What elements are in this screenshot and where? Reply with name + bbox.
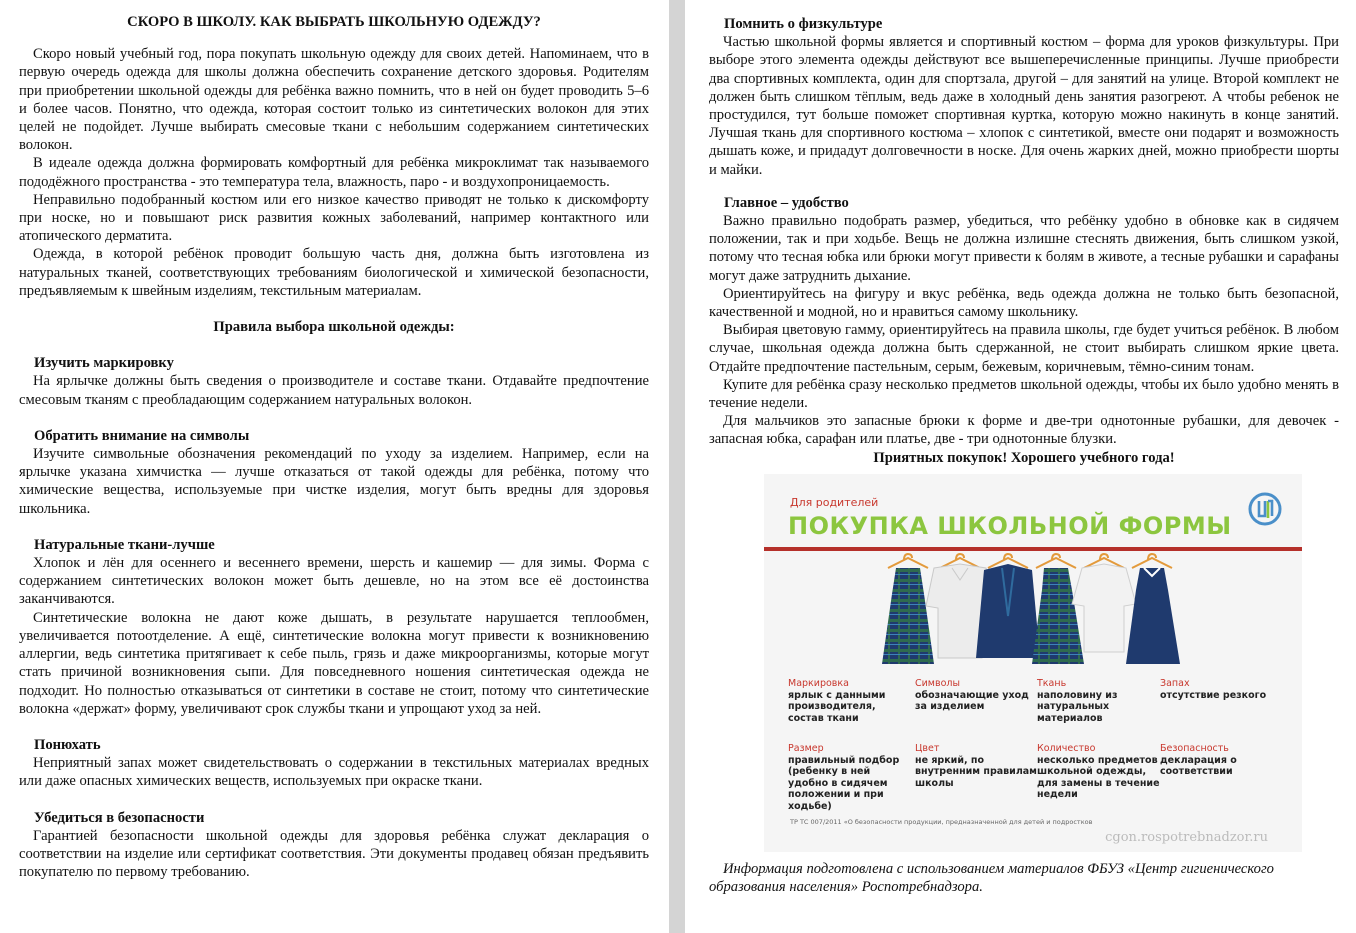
section-paragraph: Для мальчиков это запасные брюки к форме и две-три однотонные рубашки, для девочек - запасная юбка, сарафан или платье, две - три однотонные блузки. (709, 413, 1339, 448)
intro-paragraph: В идеале одежда должна формировать комфортный для ребёнка микроклимат так называемого пододёжного пространства - это температура тела, влажность, паро - и воздухопроницаемость. (19, 155, 649, 190)
infographic-item: Размер правильный подбор (ребенку в ней удобно в сидячем положении и при ходьбе) (788, 742, 900, 812)
infographic-item: Символы обозначающие уход за изделием (915, 677, 1029, 713)
infographic-item: Количество несколько предметов школьной одежды, для замены в течение недели (1037, 742, 1160, 801)
section-heading: Натуральные ткани-лучше (34, 536, 215, 553)
section-heading: Изучить маркировку (34, 355, 174, 372)
section-paragraph: Хлопок и лён для осеннего и весеннего времени, шерсть и кашемир — для зимы. Форма с содержанием синтетических волокон может быть дешевле, но на этом все её достоинства заканчиваются. (19, 555, 649, 608)
right-page (685, 0, 1356, 933)
section-heading: Понюхать (34, 736, 101, 753)
rospotrebnadzor-logo-icon (1248, 492, 1282, 526)
infographic-item: Маркировка ярлык с данными производителя, состав ткани (788, 677, 886, 724)
section-paragraph: Изучите символьные обозначения рекомендаций по уходу за изделием. Например, если на ярлычке указана химчистка — лучше отказаться от такой одежды для ребёнка, потому что химические вещества, используемые при чистке изделия, могут быть вредны для здоровья школьника. (19, 446, 649, 517)
section-paragraph: Неприятный запах может свидетельствовать о содержании в текстильных материалах вредных или даже опасных химических веществ, используемых при окраске ткани. (19, 755, 649, 790)
section-paragraph: Частью школьной формы является и спортивный костюм – форма для уроков физкультуры. При выборе этого элемента одежды действуют все вышеперечисленные принципы. Лучше приобрести два спортивных комплекта, один для спортзала, другой – для занятий на улице. Второй комплект не должен быть слишком тёплым, ведь даже в холодный день занятия разогреют. А чтобы ребенок не простудился, тут больше поможет спортивная куртка, которую можно накинуть в конце занятий. Лучшая ткань для спортивного костюма – хлопок с синтетикой, вместе они подарят и возможность дышать коже, и придадут долговечности в носке. Для очень жарких дней, можно приобрести шорты и майки. (709, 34, 1339, 178)
section-paragraph: Ориентируйтесь на фигуру и вкус ребёнка, ведь одежда должна не только быть безопасной, качественной и модной, но и нравиться самому школьнику. (709, 285, 1339, 321)
school-uniform-illustration (874, 546, 1194, 668)
infographic-subtitle: Для родителей (790, 495, 879, 509)
source-note: Информация подготовлена с использованием материалов ФБУЗ «Центр гигиенического образования населения» Роспотребнадзора. (709, 860, 1274, 896)
infographic-item: Безопасность декларация о соответствии (1160, 742, 1237, 778)
document-title: СКОРО В ШКОЛУ. КАК ВЫБРАТЬ ШКОЛЬНУЮ ОДЕЖДУ? (127, 14, 541, 30)
infographic-watermark: cgon.rospotrebnadzor.ru (1105, 829, 1268, 845)
infographic-item: Ткань наполовину из натуральных материалов (1037, 677, 1118, 724)
section-heading: Убедиться в безопасности (34, 809, 205, 826)
infographic-footnote: ТР ТС 007/2011 «О безопасности продукции, предназначенной для детей и подростков (790, 817, 1093, 826)
intro-paragraph: Неправильно подобранный костюм или его низкое качество приводят не только к дискомфорту при носке, но и повышают риск развития кожных заболеваний, например контактного или атопического дерматита. (19, 191, 649, 245)
infographic (764, 474, 1302, 852)
rules-heading: Правила выбора школьной одежды: (213, 319, 455, 336)
section-paragraph: Гарантией безопасности школьной одежды для здоровья ребёнка служат декларация о соответствии на изделие или сертификат соответствия. Эти документы продавец обязан предъявить покупателю по первому требованию. (19, 827, 649, 881)
section-paragraph: Синтетические волокна не дают коже дышать, в результате нарушается теплообмен, увеличивается потоотделение. А ещё, синтетические волокна могут привести к возникновению аллергии, ведь синтетика притягивает к себе пыль, грязь и даже микроорганизмы, которые могут стать причиной возникновения сыпи. Для повседневного ношения синтетическая одежда не подходит. Но полностью отказываться от синтетики в составе не стоит, потому что синтетические волокна «держат» форму, увеличивают срок службы ткани и упрощают уход за ней. (19, 609, 649, 717)
section-paragraph: Выбирая цветовую гамму, ориентируйтесь на правила школы, где будет учиться ребёнок. В любом случае, школьная одежда должна быть сдержанной, не стоит выбирать слишком яркие цвета. Отдайте предпочтение пастельным, серым, бежевым, коричневым, тёмно-синим тонам. (709, 322, 1339, 375)
infographic-item: Запах отсутствие резкого (1160, 677, 1267, 701)
intro-paragraph: Скоро новый учебный год, пора покупать школьную одежду для своих детей. Напоминаем, что в первую очередь одежда для школы должна обеспечить сохранение детского здоровья. Родителям при приобретении школьной одежды для ребёнка важно помнить, что в ней он будет проводить 5–6 и более часов. Понятно, что одежда, которая состоит только из синтетических волокон для этих целей не подойдет. Лучше выбирать смесовые ткани с небольшим содержанием синтетических волокон. (19, 46, 649, 154)
infographic-item: Цвет не яркий, по внутренним правилам школы (915, 742, 1037, 789)
section-paragraph: На ярлычке должны быть сведения о производителе и составе ткани. Отдавайте предпочтение смесовым тканям с преобладающим содержанием натуральных волокон. (19, 373, 649, 408)
closing-wish: Приятных покупок! Хорошего учебного года! (873, 449, 1175, 466)
section-paragraph: Важно правильно подобрать размер, убедиться, что ребёнку удобно в обновке как в сидячем положении, так и при ходьбе. Вещь не должна излишне стеснять движения, быть слишком узкой, потому что тесная юбка или брюки могут привести к болям в животе, а тесные рубашки и сарафаны могут даже затруднить дыхание. (709, 213, 1339, 284)
section-paragraph: Купите для ребёнка сразу несколько предметов школьной одежды, чтобы их было удобно менять в течение недели. (709, 376, 1339, 412)
left-page (0, 0, 669, 933)
section-heading: Обратить внимание на символы (34, 427, 250, 444)
infographic-title: ПОКУПКА ШКОЛЬНОЙ ФОРМЫ (788, 511, 1232, 540)
section-heading: Главное – удобство (724, 194, 849, 211)
section-heading: Помнить о физкультуре (724, 16, 883, 32)
intro-paragraph: Одежда, в которой ребёнок проводит большую часть дня, должна быть изготовлена из натуральных тканей, соответствующих требованиям биологической и химической безопасности, предъявляемым к швейным изделиям, текстильным материалам. (19, 246, 649, 299)
